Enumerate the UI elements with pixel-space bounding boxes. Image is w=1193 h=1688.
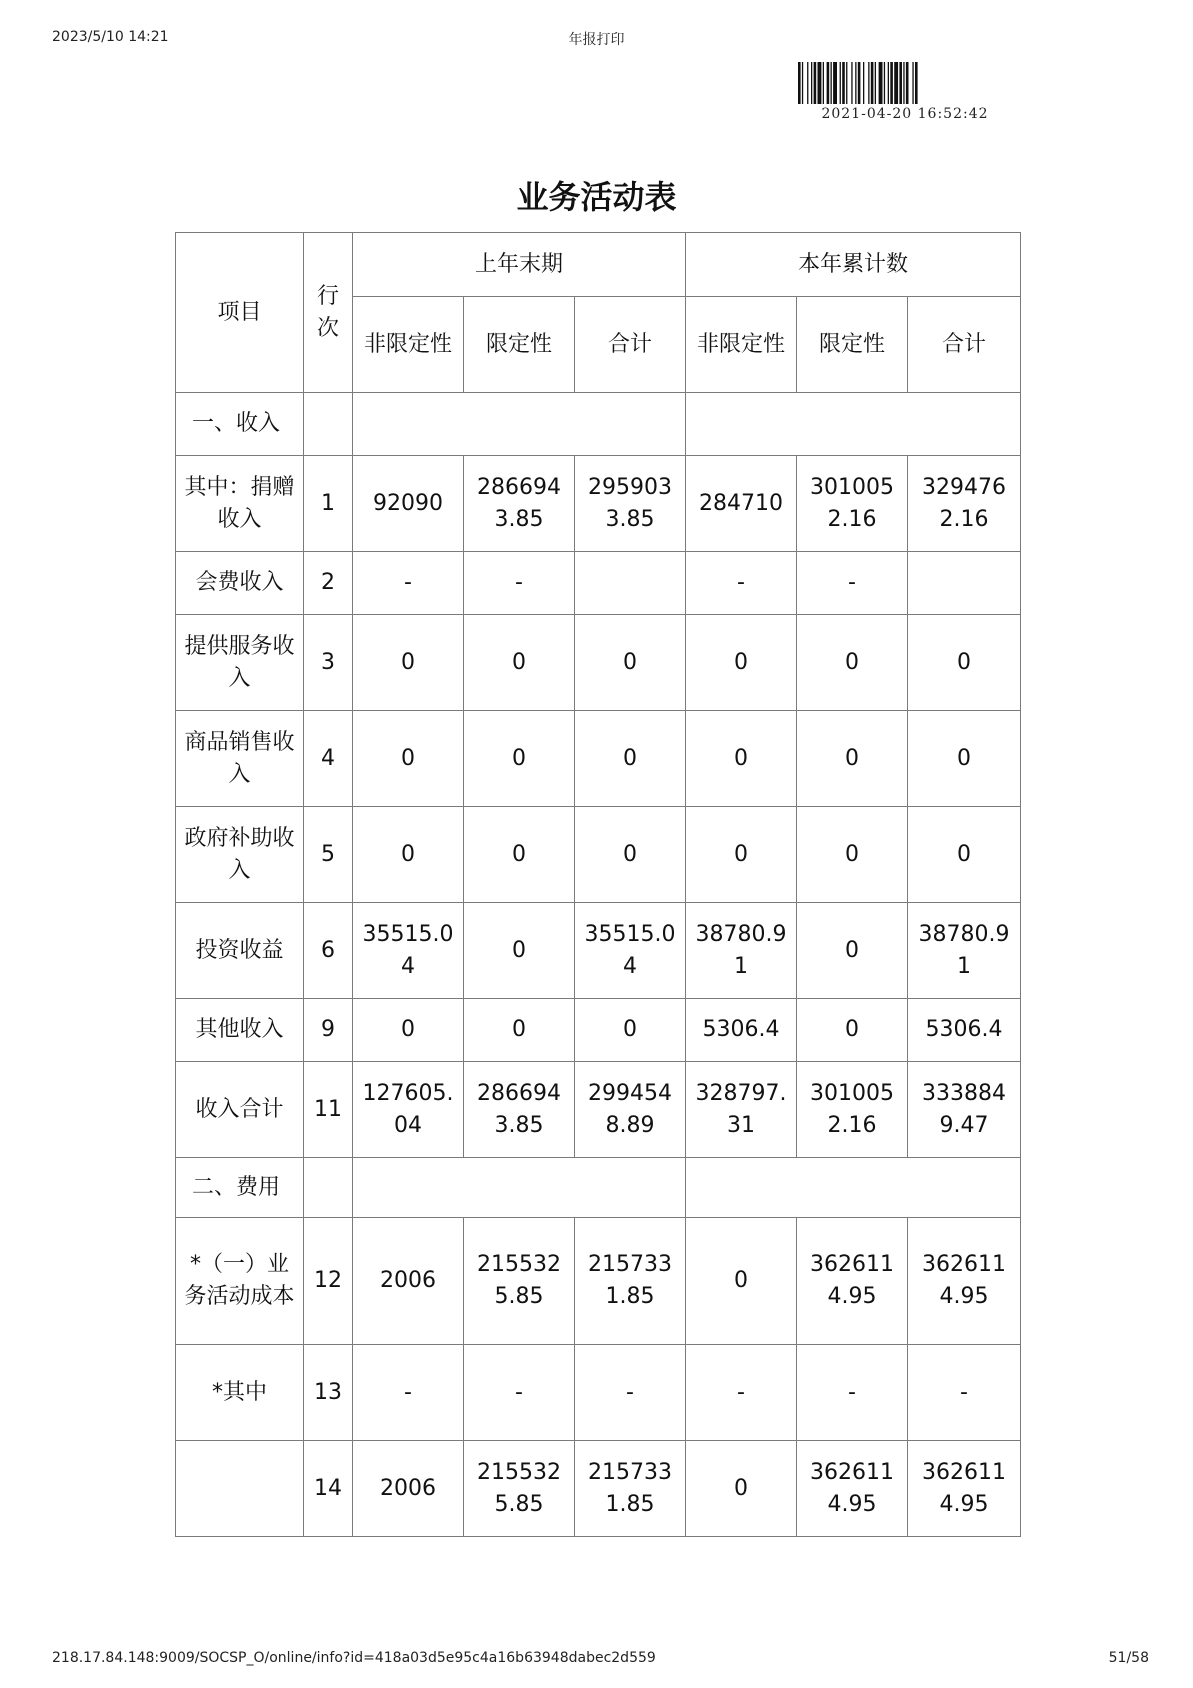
cell-restricted-curr: 3010052.16: [797, 1062, 908, 1158]
cell-unrestricted-prev: 0: [353, 615, 464, 711]
empty-cell: [304, 393, 353, 456]
cell-restricted-curr: 0: [797, 999, 908, 1062]
cell-unrestricted-prev: 2006: [353, 1441, 464, 1537]
cell-total-prev: 2157331.85: [575, 1218, 686, 1345]
table-row: [176, 807, 1021, 903]
cell-total-prev: 35515.04: [575, 903, 686, 999]
cell-unrestricted-prev: 0: [353, 711, 464, 807]
row-item-label: [176, 1441, 304, 1537]
cell-unrestricted-curr: 0: [686, 1218, 797, 1345]
cell-restricted-prev: 2866943.85: [464, 1062, 575, 1158]
table-row: [176, 999, 1021, 1062]
barcode-bar: [894, 62, 898, 104]
barcode-bar: [884, 62, 885, 104]
activity-table: [175, 232, 1021, 1537]
cell-unrestricted-prev: 92090: [353, 456, 464, 552]
empty-cell: [304, 1158, 353, 1218]
table-row: [176, 615, 1021, 711]
col-header-unrestricted-curr: 非限定性: [686, 297, 797, 393]
row-number: 3: [304, 615, 353, 711]
barcode-bar: [890, 62, 893, 104]
cell-unrestricted-curr: 0: [686, 615, 797, 711]
barcode-timestamp: 2021-04-20 16:52:42: [821, 106, 989, 122]
row-item-label: 其他收入: [176, 999, 304, 1062]
cell-total-prev: 2959033.85: [575, 456, 686, 552]
cell-restricted-curr: 3626114.95: [797, 1441, 908, 1537]
cell-restricted-curr: 0: [797, 711, 908, 807]
barcode-bar: [831, 62, 832, 104]
barcode-bar: [840, 62, 841, 104]
cell-unrestricted-curr: 0: [686, 1441, 797, 1537]
table-row: [176, 711, 1021, 807]
barcode-bar: [807, 62, 808, 104]
row-number: 14: [304, 1441, 353, 1537]
table-row: [176, 1062, 1021, 1158]
row-item-label: 商品销售收入: [176, 711, 304, 807]
barcode-bar: [858, 62, 861, 104]
col-header-row-no: 行次: [304, 233, 353, 393]
row-item-label: 会费收入: [176, 552, 304, 615]
cell-unrestricted-prev: 127605.04: [353, 1062, 464, 1158]
cell-unrestricted-curr: -: [686, 1345, 797, 1441]
row-number: 11: [304, 1062, 353, 1158]
cell-total-curr: [908, 552, 1021, 615]
cell-restricted-curr: 0: [797, 807, 908, 903]
cell-restricted-prev: 2866943.85: [464, 456, 575, 552]
section-label-expense: 二、费用: [176, 1158, 304, 1218]
barcode-bar: [879, 62, 883, 104]
page-title: 业务活动表: [516, 178, 677, 216]
col-header-restricted-curr: 限定性: [797, 297, 908, 393]
barcode-bar: [912, 62, 913, 104]
cell-total-prev: 0: [575, 615, 686, 711]
row-number: 6: [304, 903, 353, 999]
row-item-label: 其中：捐赠收入: [176, 456, 304, 552]
page-url: 218.17.84.148:9009/SOCSP_O/online/info?id=418a03d5e95c4a16b63948dabec2d559: [52, 1650, 656, 1666]
empty-cell: [353, 1158, 686, 1218]
barcode-bar: [851, 62, 852, 104]
barcode-bar: [827, 62, 830, 104]
cell-unrestricted-prev: -: [353, 552, 464, 615]
table-row: [176, 903, 1021, 999]
row-number: 4: [304, 711, 353, 807]
cell-restricted-curr: -: [797, 552, 908, 615]
col-group-current-year: 本年累计数: [686, 233, 1021, 297]
section-row-income: [176, 393, 1021, 456]
cell-unrestricted-prev: 2006: [353, 1218, 464, 1345]
barcode-bar: [823, 62, 824, 104]
cell-restricted-prev: -: [464, 1345, 575, 1441]
page-number: 51/58: [1108, 1650, 1149, 1666]
barcode-bar: [833, 62, 837, 104]
cell-restricted-prev: 0: [464, 903, 575, 999]
cell-unrestricted-curr: 0: [686, 711, 797, 807]
col-header-total-prev: 合计: [575, 297, 686, 393]
row-number: 13: [304, 1345, 353, 1441]
row-item-label: 提供服务收入: [176, 615, 304, 711]
col-header-total-curr: 合计: [908, 297, 1021, 393]
print-page-title: 年报打印: [568, 32, 625, 48]
print-datetime: 2023/5/10 14:21: [52, 29, 169, 45]
row-number: 9: [304, 999, 353, 1062]
row-number: 2: [304, 552, 353, 615]
barcode-bar: [871, 62, 874, 104]
barcode-bar: [842, 62, 845, 104]
row-number: 5: [304, 807, 353, 903]
cell-unrestricted-prev: 0: [353, 807, 464, 903]
cell-restricted-curr: -: [797, 1345, 908, 1441]
cell-restricted-prev: 2155325.85: [464, 1441, 575, 1537]
table-row: [176, 456, 1021, 552]
cell-total-curr: 3626114.95: [908, 1441, 1021, 1537]
row-item-label: *其中: [176, 1345, 304, 1441]
barcode-bar: [798, 62, 801, 104]
cell-total-curr: 0: [908, 807, 1021, 903]
barcode-bar: [868, 62, 869, 104]
row-item-label: 政府补助收入: [176, 807, 304, 903]
barcode-bar: [915, 62, 918, 104]
cell-total-prev: 0: [575, 807, 686, 903]
row-item-label: 投资收益: [176, 903, 304, 999]
cell-total-prev: 0: [575, 999, 686, 1062]
cell-unrestricted-prev: 0: [353, 999, 464, 1062]
cell-unrestricted-prev: 35515.04: [353, 903, 464, 999]
barcode-bar: [899, 62, 902, 104]
cell-restricted-curr: 0: [797, 615, 908, 711]
cell-total-curr: 3294762.16: [908, 456, 1021, 552]
barcode-bar: [818, 62, 822, 104]
cell-unrestricted-curr: 38780.91: [686, 903, 797, 999]
barcode-bar: [863, 62, 864, 104]
barcode-image: [798, 62, 1012, 104]
cell-total-curr: 38780.91: [908, 903, 1021, 999]
barcode-bar: [906, 62, 909, 104]
cell-restricted-prev: 0: [464, 999, 575, 1062]
row-number: 12: [304, 1218, 353, 1345]
cell-restricted-prev: 0: [464, 807, 575, 903]
empty-cell: [353, 393, 686, 456]
table-row: [176, 552, 1021, 615]
barcode-bar: [846, 62, 847, 104]
cell-restricted-curr: 3626114.95: [797, 1218, 908, 1345]
row-item-label: 收入合计: [176, 1062, 304, 1158]
cell-total-prev: 0: [575, 711, 686, 807]
table-row: [176, 1441, 1021, 1537]
col-header-restricted-prev: 限定性: [464, 297, 575, 393]
cell-restricted-prev: 0: [464, 615, 575, 711]
cell-unrestricted-curr: 5306.4: [686, 999, 797, 1062]
cell-total-prev: -: [575, 1345, 686, 1441]
cell-total-prev: 2157331.85: [575, 1441, 686, 1537]
table-row: [176, 1345, 1021, 1441]
empty-cell: [686, 393, 1021, 456]
barcode-bar: [903, 62, 904, 104]
cell-total-curr: 3626114.95: [908, 1218, 1021, 1345]
cell-restricted-curr: 0: [797, 903, 908, 999]
table-row: [176, 1218, 1021, 1345]
barcode-bar: [855, 62, 856, 104]
cell-total-curr: 0: [908, 711, 1021, 807]
cell-restricted-prev: 0: [464, 711, 575, 807]
cell-unrestricted-curr: 0: [686, 807, 797, 903]
cell-unrestricted-prev: -: [353, 1345, 464, 1441]
empty-cell: [686, 1158, 1021, 1218]
cell-unrestricted-curr: 284710: [686, 456, 797, 552]
row-number: 1: [304, 456, 353, 552]
col-header-unrestricted-prev: 非限定性: [353, 297, 464, 393]
cell-total-curr: -: [908, 1345, 1021, 1441]
cell-restricted-prev: 2155325.85: [464, 1218, 575, 1345]
section-label-income: 一、收入: [176, 393, 304, 456]
cell-total-curr: 3338849.47: [908, 1062, 1021, 1158]
col-group-prev-year: 上年末期: [353, 233, 686, 297]
cell-total-curr: 0: [908, 615, 1021, 711]
section-row-expense: [176, 1158, 1021, 1218]
col-header-item: 项目: [176, 233, 304, 393]
cell-unrestricted-curr: 328797.31: [686, 1062, 797, 1158]
cell-restricted-prev: -: [464, 552, 575, 615]
barcode-bar: [802, 62, 803, 104]
barcode-bar: [888, 62, 889, 104]
barcode-bar: [875, 62, 876, 104]
row-item-label: *（一）业务活动成本: [176, 1218, 304, 1345]
cell-unrestricted-curr: -: [686, 552, 797, 615]
cell-total-prev: [575, 552, 686, 615]
cell-restricted-curr: 3010052.16: [797, 456, 908, 552]
cell-total-curr: 5306.4: [908, 999, 1021, 1062]
barcode-bar: [814, 62, 817, 104]
barcode-bar: [811, 62, 812, 104]
cell-total-prev: 2994548.89: [575, 1062, 686, 1158]
